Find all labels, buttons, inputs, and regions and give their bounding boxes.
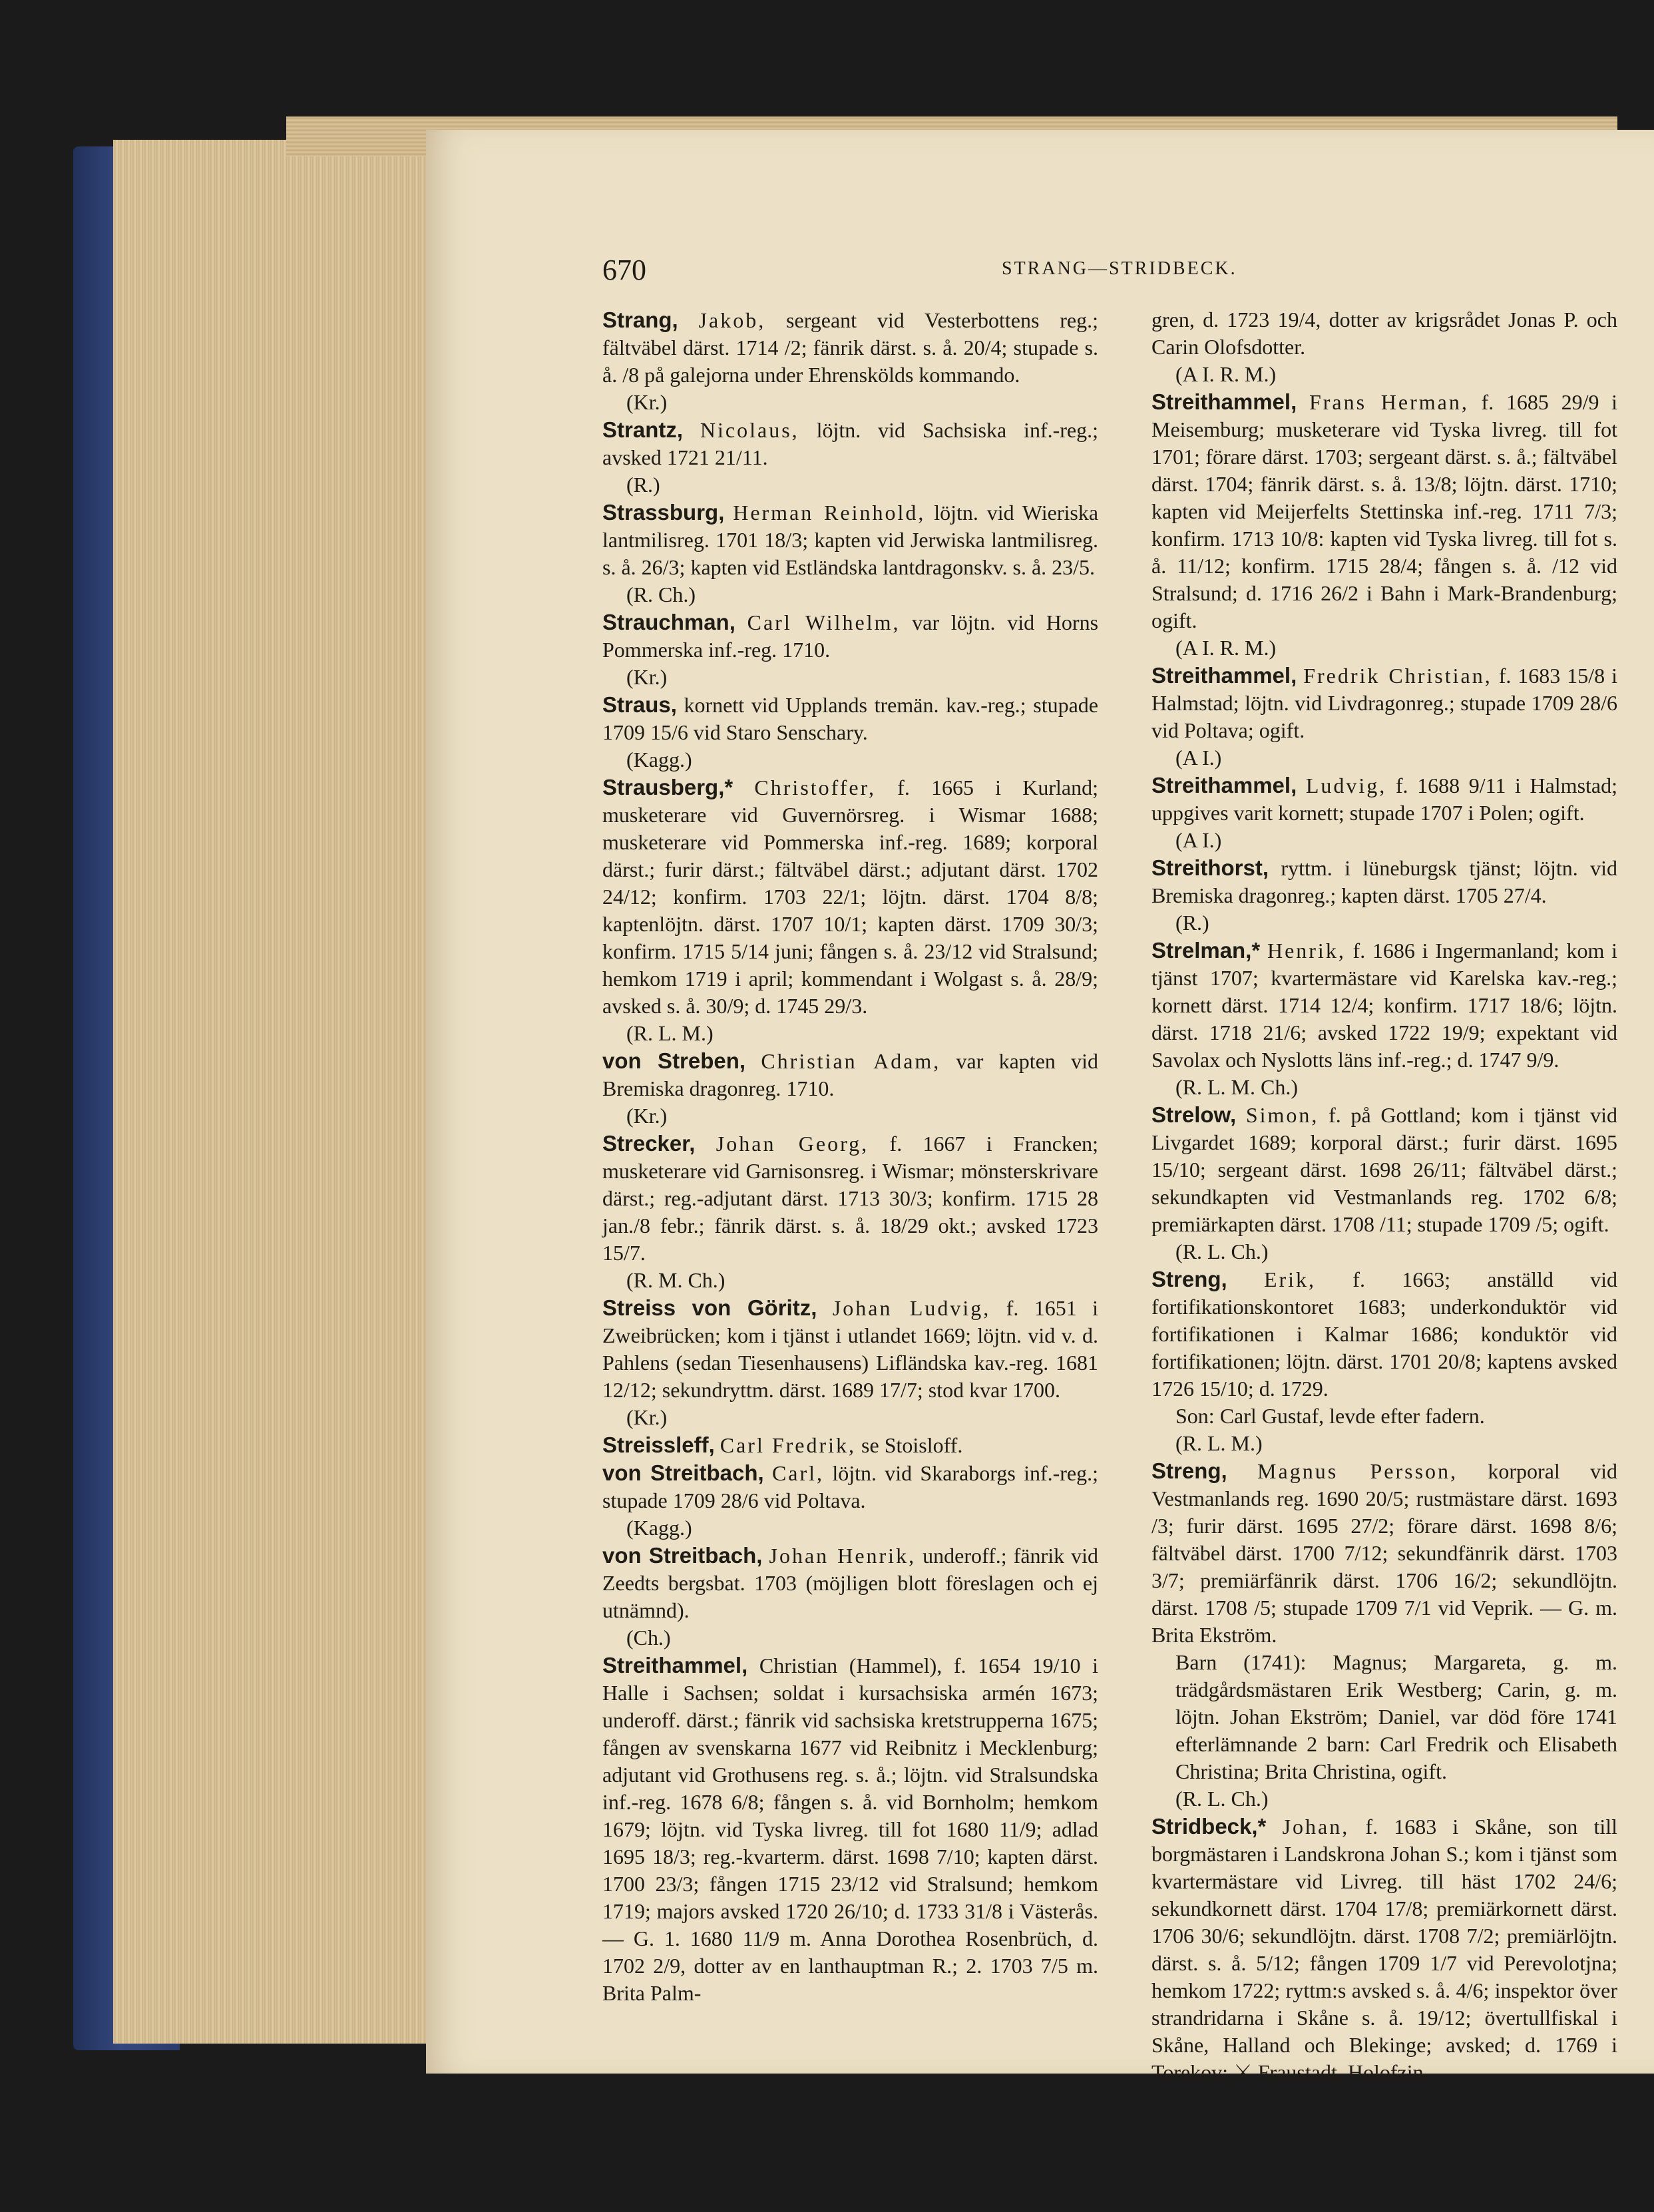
entry-given-name: Magnus Persson, — [1257, 1459, 1458, 1483]
source-reference: (A I.) — [1175, 746, 1222, 770]
entry-given-name: Carl Wilhelm, — [747, 610, 901, 634]
entry-note: Son: Carl Gustaf, levde efter fadern. — [1175, 1404, 1485, 1428]
entry-headword: Streithammel, — [602, 1653, 748, 1677]
entry-text: f. 1685 29/9 i Meisemburg; musketerare vid Tyska livreg. till fot 1701; förare därst. 1703; sergeant därst. s. å.; fältväbel därst. 1704; fänrik därst. s. å. 13/8; löjtn. därst. 1710; kapten vid Meijerfelts Stettinska inf.-reg. 1711 7/3; konfirm. 1713 10/8: kapten vid Tyska livreg. till fot s. å. 11/12; konfirm. 1715 28/4; fången s. å. /12 vid Stralsund; d. 1716 26/2 i Bahn i Mark-Brandenburg; ogift. — [1151, 390, 1618, 632]
entry-headword: Strantz, — [602, 417, 684, 442]
entry-text: f. 1667 i Francken; musketerare vid Garnisonsreg. i Wismar; mönsterskrivare därst.; reg.-adjutant därst. 1713 30/3; konfirm. 1715 28 jan./8 febr.; fänrik därst. s. å. 18/29 okt.; avsked 1723 15/7. — [602, 1132, 1099, 1265]
entry-given-name: Frans Herman, — [1309, 390, 1469, 414]
entry-text: var löjtn. vid Horns Pommerska inf.-reg. 1710. — [602, 610, 1099, 662]
entry — [1151, 1813, 1617, 2086]
source-reference: (R. M. Ch.) — [626, 1268, 725, 1292]
page-header — [602, 253, 1647, 293]
entry-headword: Strassburg, — [602, 500, 725, 525]
entry — [602, 499, 1098, 581]
source-reference: (A I. R. M.) — [1175, 362, 1277, 386]
source-reference: (Kr.) — [626, 1104, 668, 1128]
entry-headword: Streithorst, — [1151, 855, 1269, 880]
entry-text: f. 1683 15/8 i Halmstad; löjtn. vid Livdragonreg.; stupade 1709 28/6 vid Poltava; ogift. — [1151, 664, 1618, 742]
source-reference: (Kr.) — [626, 1405, 668, 1429]
source-reference: (R. L. Ch.) — [1175, 1239, 1269, 1263]
entry-headword: Strelow, — [1151, 1102, 1237, 1127]
entry-text: Christian (Hammel), f. 1654 19/10 i Halle i Sachsen; soldat i kursachsiska armén 1673; underoff. därst.; fänrik vid sachsiska kretstrupperna 1675; fången av svenskarna 1677 vid Reibnitz i Mecklenburg; adjutant vid Grothusens reg. s. å.; löjtn. vid Stralsundska inf.-reg. 1678 6/8; fången s. å. vid Bornholm; hemkom 1679; löjtn. vid Tyska livreg. till fot 1680 11/9; adlad 1695 18/3; reg.-kvarterm. därst. 1698 7/10; kapten därst. 1700 23/3; fången 1715 23/12 vid Stralsund; hemkom 1719; majors avsked 1720 26/10; d. 1733 31/8 i Västerås. — G. 1. 1680 11/9 m. Anna Dorothea Rosenbrüch, d. 1702 2/9, dotter av en lanthauptman R.; 2. 1703 7/5 m. Brita Palm- — [602, 1654, 1099, 2005]
entry-text: löjtn. vid Wieriska lantmilisreg. 1701 18/3; kapten vid Jerwiska lantmilisreg. s. å. 26/3; kapten vid Estländska lantdragonskv. s. å. 23/5. — [602, 501, 1099, 579]
entry — [602, 1431, 1098, 1459]
source-reference: (Kr.) — [626, 390, 668, 414]
entry-text: kornett vid Upplands tremän. kav.-reg.; stupade 1709 15/6 vid Staro Senschary. — [602, 693, 1099, 744]
entry-text: f. 1688 9/11 i Halmstad; uppgives varit kornett; stupade 1707 i Polen; ogift. — [1151, 774, 1618, 825]
entry — [1151, 388, 1617, 634]
entry-given-name: Ludvig, — [1305, 774, 1387, 797]
source-reference: (R.) — [626, 473, 660, 497]
source-reference: (R. L. M.) — [626, 1021, 714, 1045]
entry — [602, 416, 1098, 471]
entry-text: gren, d. 1723 19/4, dotter av krigsrådet Jonas P. och Carin Olofsdotter. — [1151, 308, 1617, 359]
entry-given-name: Johan, — [1282, 1815, 1350, 1839]
entry-headword: Streng, — [1151, 1458, 1227, 1483]
entry-text: löjtn. vid Skaraborgs inf.-reg.; stupade 1709 28/6 vid Poltava. — [602, 1461, 1099, 1512]
source-reference: (R. L. Ch.) — [1175, 1787, 1269, 1811]
entry-given-name: Johan Henrik, — [769, 1544, 917, 1568]
entry-headword: Strauchman, — [602, 610, 735, 634]
entry-given-name: Christian Adam, — [761, 1049, 941, 1073]
entry-text: f. 1665 i Kurland; musketerare vid Guvernörsreg. i Wismar 1688; musketerare vid Pommerska inf.-reg. 1689; korporal därst.; furir därst.; fältväbel därst.; adjutant därst. 1702 24/12; konfirm. 1703 22/1; löjtn. därst. 1704 8/8; kaptenlöjtn. därst. 1707 10/1; kapten därst. 1709 30/3; konfirm. 1715 5/14 juni; fången s. å. 23/12 vid Stralsund; hemkom 1719 i april; kommendant i Wolgast s. å. 28/9; avsked s. å. 30/9; d. 1745 29/3. — [602, 775, 1099, 1018]
source-reference: (Kagg.) — [626, 1516, 692, 1540]
entry-headword: Streithammel, — [1151, 773, 1297, 797]
entry-text: underoff.; fänrik vid Zeedts bergsbat. 1703 (möjligen blott föreslagen och ej utnämnd). — [602, 1544, 1099, 1622]
source-reference: (Kagg.) — [626, 748, 692, 772]
entry-text: se Stoisloff. — [861, 1433, 963, 1457]
entry-headword: Stridbeck,* — [1151, 1814, 1267, 1839]
entry-given-name: Jakob, — [698, 308, 766, 332]
source-reference: (A I. R. M.) — [1175, 636, 1277, 660]
entry-headword: Strausberg,* — [602, 775, 733, 799]
entry-headword: Streithammel, — [1151, 663, 1297, 688]
entry-headword: Streiss von Göritz, — [602, 1295, 817, 1320]
entry — [602, 1294, 1098, 1404]
entry — [602, 1130, 1098, 1267]
entry-text: f. på Gottland; kom i tjänst vid Livgardet 1689; korporal därst.; furir därst. 1695 15/10; sergeant därst. 1698 26/11; fältväbel därst.; sekundkapten vid Vestmanlands reg. 1702 6/8; premiärkapten därst. 1708 /11; stupade 1709 /5; ogift. — [1151, 1103, 1618, 1236]
entry-text: f. 1651 i Zweibrücken; kom i tjänst i utlandet 1669; löjtn. vid v. d. Pahlens (sedan Tiesenhausens) Lifländska kav.-reg. 1681 12/12; sekundryttm. därst. 1689 17/7; stod kvar 1700. — [602, 1296, 1099, 1402]
entry — [1151, 772, 1617, 827]
entry — [1151, 854, 1617, 909]
source-reference: (R. L. M. Ch.) — [1175, 1075, 1298, 1099]
source-reference: (A I.) — [1175, 828, 1222, 852]
entry-given-name: Johan Ludvig, — [832, 1296, 991, 1320]
entry-given-name: Erik, — [1263, 1267, 1317, 1291]
entry-note: Barn (1741): Magnus; Margareta, g. m. trädgårdsmästaren Erik Westberg; Carin, g. m. löjtn. Johan Ekström; Daniel, var död före 1741 efterlämnande 2 barn: Carl Fredrik och Elisabeth Christina; Brita Christina, ogift. — [1175, 1650, 1617, 1783]
entry — [602, 306, 1098, 389]
entry-given-name: Carl Fredrik, — [720, 1433, 857, 1457]
left-column — [602, 306, 1098, 2007]
entry-text: f. 1686 i Ingermanland; kom i tjänst 1707; kvartermästare vid Karelska kav.-reg.; kornett därst. 1714 12/4; konfirm. 1717 18/6; löjtn. därst. 1718 21/6; avsked 1722 19/9; expektant vid Savolax och Nyslotts läns inf.-reg.; d. 1747 9/9. — [1151, 939, 1618, 1072]
source-reference: (R. L. M.) — [1175, 1431, 1263, 1455]
entry-headword: Straus, — [602, 692, 677, 717]
running-head: STRANG—STRIDBECK. — [1002, 258, 1237, 279]
entry-given-name: Henrik, — [1267, 939, 1346, 963]
entry-headword: von Streitbach, — [602, 1543, 763, 1568]
entry-text: sergeant vid Vesterbottens reg.; fältväbel därst. 1714 /2; fänrik därst. s. å. 20/4; stupade s. å. /8 på galejorna under Ehrenskölds kommando. — [602, 308, 1099, 387]
entry-given-name: Fredrik Christian, — [1303, 664, 1492, 688]
entry-headword: Streng, — [1151, 1267, 1227, 1291]
entry-headword: Strelman,* — [1151, 938, 1261, 963]
source-reference: (R.) — [1175, 911, 1209, 935]
entry — [1151, 662, 1617, 744]
entry — [602, 1459, 1098, 1514]
source-reference: (Ch.) — [626, 1626, 671, 1650]
entry-given-name: Carl, — [771, 1461, 825, 1485]
entry-headword: von Streitbach, — [602, 1460, 764, 1485]
entry — [602, 691, 1098, 746]
entry — [602, 1542, 1098, 1624]
entry-headword: Streissleff, — [602, 1433, 715, 1457]
entry-headword: Strang, — [602, 308, 678, 332]
entry-headword: Strecker, — [602, 1131, 696, 1156]
entry-text: var kapten vid Bremiska dragonreg. 1710. — [602, 1049, 1098, 1100]
entry-given-name: Johan Georg, — [716, 1132, 869, 1156]
entry-given-name: Nicolaus, — [700, 418, 799, 442]
entry-given-name: Christoffer, — [754, 775, 876, 799]
entry-headword: von Streben, — [602, 1048, 746, 1073]
entry — [1151, 1457, 1617, 1649]
entry-headword: Streithammel, — [1151, 389, 1297, 414]
entry — [602, 1652, 1098, 2007]
entry-text: f. 1663; anställd vid fortifikationskontoret 1683; underkonduktör vid fortifikationen i Kalmar 1686; konduktör vid fortifikationen; löjtn. därst. 1701 20/8; kaptens avsked 1726 15/10; d. 1729. — [1151, 1267, 1617, 1401]
entry — [1151, 1265, 1617, 1403]
entry-text: f. 1683 i Skåne, son till borgmästaren i Landskrona Johan S.; kom i tjänst som kvartermästare vid Livreg. till häst 1702 24/6; sekundkornett därst. 1704 17/8; premiärkornett därst. 1706 30/6; sekundlöjtn. därst. 1708 7/2; premiärlöjtn. därst. s. å. 5/12; fången 1709 1/7 vid Perevolotjna; hemkom 1722; ryttm:s avsked s. å. 4/6; inspektor över strandridarna i Skåne s. å. 19/12; övertullfiskal i Skåne, Halland och Blekinge; avsked; d. 1769 i Torekov; ⚔ Fraustadt, Holofzin, — [1151, 1815, 1618, 2084]
page-number: 670 — [602, 254, 646, 286]
source-reference: (Kr.) — [626, 665, 668, 689]
entry-text: löjtn. vid Sachsiska inf.-reg.; avsked 1721 21/11. — [602, 418, 1099, 469]
entry — [1151, 1101, 1617, 1238]
source-reference: (R. Ch.) — [626, 582, 696, 606]
entry — [1151, 937, 1617, 1074]
entry-text: korporal vid Vestmanlands reg. 1690 20/5; rustmästare därst. 1693 /3; furir därst. 1695 27/2; förare därst. 1698 8/6; fältväbel därst. 1700 7/12; sekundfänrik därst. 1703 3/7; premiärfänrik därst. 1706 16/2; sekundlöjtn. därst. 1708 /5; stupade 1709 7/1 vid Veprik. — G. m. Brita Ekström. — [1151, 1459, 1618, 1647]
entry-given-name: Herman Reinhold, — [733, 501, 926, 525]
entry-text: ryttm. i lüneburgsk tjänst; löjtn. vid Bremiska dragonreg.; kapten därst. 1705 27/4. — [1151, 856, 1617, 907]
entry-given-name: Simon, — [1245, 1103, 1319, 1127]
entry — [1151, 306, 1617, 361]
entry — [602, 608, 1098, 664]
entry — [602, 774, 1098, 1020]
right-column — [1151, 306, 1617, 2086]
entry — [602, 1047, 1098, 1102]
page-edges — [113, 140, 446, 2044]
